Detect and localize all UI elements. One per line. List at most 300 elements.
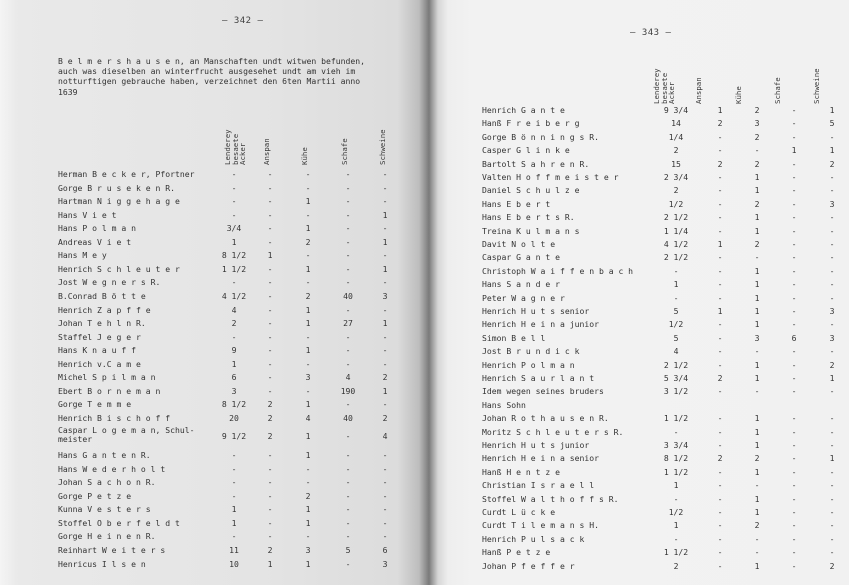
cell-acker: 1 [231, 517, 237, 528]
cell-acker: 1 1/4 [663, 225, 689, 236]
cell-anspan: - [717, 440, 723, 450]
cell-kuehe: 1 [305, 517, 311, 528]
cell-schweine: 1 [382, 263, 388, 274]
cell-acker: 1/4 [668, 131, 684, 142]
person-name: Jost W e g n e r s R. [58, 277, 161, 288]
column-header: Kühe [734, 86, 743, 104]
person-name: Henricus I l s e n [58, 558, 146, 569]
cell-acker: 9 1/2 [221, 431, 247, 442]
cell-kuehe: 4 [305, 412, 311, 423]
table-row [58, 398, 418, 411]
cell-anspan: 2 [717, 158, 723, 169]
cell-kuehe: 1 [305, 450, 311, 461]
cell-anspan: - [717, 145, 723, 156]
cell-schweine: 3 [382, 290, 388, 301]
cell-acker: 2 1/2 [663, 212, 689, 223]
cell-kuehe: - [305, 182, 311, 193]
cell-acker: 6 [231, 372, 237, 383]
cell-acker: 1 1/2 [663, 466, 689, 477]
cell-kuehe: 1 [754, 359, 760, 370]
person-name: Gorge H e i n e n R. [58, 531, 156, 542]
cell-schafe: - [345, 331, 351, 342]
cell-schweine: - [829, 386, 835, 397]
cell-kuehe: 1 [754, 212, 760, 223]
column-header: Anspan [262, 138, 271, 165]
cell-kuehe: - [754, 145, 760, 156]
table-row [482, 104, 847, 117]
cell-anspan: - [717, 131, 723, 142]
cell-schweine: - [382, 358, 388, 369]
cell-schweine: 1 [829, 453, 835, 464]
cell-schafe: - [791, 158, 797, 169]
table-row [58, 263, 418, 276]
cell-kuehe: 1 [754, 279, 760, 290]
cell-kuehe: 2 [305, 236, 311, 247]
cell-schafe: - [345, 358, 351, 369]
cell-kuehe: 1 [305, 345, 311, 356]
cell-kuehe: 2 [754, 158, 760, 169]
cell-anspan: - [267, 490, 273, 501]
cell-anspan: - [267, 169, 273, 179]
cell-schafe: - [791, 560, 797, 571]
cell-schweine: - [382, 450, 388, 461]
cell-schweine: 1 [829, 145, 835, 156]
cell-kuehe: 1 [754, 306, 760, 316]
person-name: Hans K n a u f f [58, 345, 136, 356]
cell-kuehe: 1 [754, 493, 760, 504]
cell-schafe: - [345, 477, 351, 488]
cell-schafe: 40 [343, 412, 353, 423]
cell-schweine: - [829, 172, 835, 182]
person-name: Henrich v.C a m e [58, 358, 141, 369]
cell-schweine: - [829, 279, 835, 290]
cell-acker: - [231, 169, 237, 179]
table-row [482, 318, 847, 331]
cell-anspan: - [267, 304, 273, 315]
table-row [482, 211, 847, 224]
cell-kuehe: - [305, 331, 311, 342]
cell-anspan: 1 [267, 558, 273, 569]
table-row [482, 345, 847, 358]
table-row [58, 344, 418, 357]
cell-kuehe: 1 [305, 318, 311, 329]
cell-acker: 3/4 [226, 223, 242, 234]
cell-kuehe: 2 [305, 290, 311, 301]
cell-anspan: - [267, 223, 273, 234]
person-name: Stoffel O b e r f e l d t [58, 517, 180, 528]
table-row [482, 184, 847, 197]
column-header: Anspan [694, 77, 703, 104]
table-row [58, 385, 418, 398]
cell-schafe: - [791, 520, 797, 531]
table-row [58, 168, 418, 181]
cell-schweine: - [382, 182, 388, 193]
person-name: Christian I s r a e l l [482, 480, 595, 491]
cell-kuehe: - [305, 385, 311, 396]
cell-anspan: - [267, 477, 273, 488]
person-name: Henrich G a n t e [482, 105, 565, 115]
cell-schweine: - [829, 426, 835, 437]
cell-schweine: - [829, 507, 835, 517]
cell-schafe: - [791, 239, 797, 249]
cell-kuehe: - [754, 547, 760, 558]
cell-schweine: - [829, 466, 835, 477]
cell-kuehe: 1 [305, 504, 311, 515]
person-name: Hans W e d e r h o l t [58, 463, 166, 474]
cell-anspan: - [717, 332, 723, 343]
table-row [58, 425, 418, 447]
table-row [58, 195, 418, 208]
cell-schafe: - [791, 466, 797, 477]
cell-schafe: - [791, 426, 797, 437]
cell-kuehe: 1 [305, 223, 311, 234]
cell-acker: - [673, 533, 679, 544]
cell-acker: - [673, 265, 679, 276]
cell-schweine: 1 [382, 385, 388, 396]
person-name: Johan T e h l n R. [58, 318, 146, 329]
table-row [58, 476, 418, 489]
person-name: Peter W a g n e r [482, 292, 565, 303]
person-name: Moritz S c h l e u t e r s R. [482, 426, 624, 437]
table-row [482, 533, 847, 546]
cell-anspan: 2 [267, 412, 273, 423]
cell-kuehe: 2 [754, 453, 760, 464]
cell-schafe: - [345, 277, 351, 288]
cell-schweine: - [382, 223, 388, 234]
column-header: Schweine [378, 129, 387, 165]
cell-kuehe: 1 [754, 373, 760, 383]
cell-anspan: 1 [717, 239, 723, 249]
cell-kuehe: 1 [305, 196, 311, 207]
cell-schafe: 5 [345, 545, 351, 555]
cell-anspan: - [267, 450, 273, 461]
cell-schweine: 1 [829, 373, 835, 383]
cell-acker: 8 1/2 [221, 399, 247, 410]
cell-anspan: - [267, 318, 273, 329]
person-name: Gorge B ö n n i n g s R. [482, 131, 599, 142]
cell-schafe: - [791, 533, 797, 544]
cell-schweine: - [829, 480, 835, 491]
table-row [482, 158, 847, 171]
column-header: Schafe [773, 77, 782, 104]
person-name: Gorge T e m m e [58, 399, 132, 410]
table-row [482, 117, 847, 130]
cell-acker: 1 [673, 480, 679, 491]
cell-kuehe: 1 [754, 225, 760, 236]
cell-schafe: - [345, 169, 351, 179]
table-row [482, 479, 847, 492]
cell-acker: 2 1/2 [663, 252, 689, 263]
cell-acker: - [231, 531, 237, 542]
cell-schweine: 3 [829, 306, 835, 316]
cell-schweine: - [829, 440, 835, 450]
cell-anspan: - [717, 172, 723, 182]
cell-acker: - [673, 426, 679, 437]
cell-schweine: 2 [829, 560, 835, 571]
cell-kuehe: 1 [754, 265, 760, 276]
cell-acker: 2 [673, 185, 679, 196]
table-row [58, 222, 418, 235]
page-number: — 342 — [222, 16, 264, 26]
table-row [482, 466, 847, 479]
table-row [482, 519, 847, 532]
cell-kuehe: 3 [754, 118, 760, 129]
person-name: Stoffel W a l t h o f f s R. [482, 493, 619, 504]
person-name: Hans Sohn [482, 399, 526, 410]
table-row [58, 558, 418, 571]
cell-kuehe: 2 [754, 131, 760, 142]
cell-acker: 1/2 [668, 507, 684, 517]
table-row [482, 292, 847, 305]
cell-acker: 1 [673, 520, 679, 531]
cell-schweine: - [382, 331, 388, 342]
person-name: Hans P o l m a n [58, 223, 136, 234]
person-name: Henrich H e i n a senior [482, 453, 599, 464]
person-name: Jost B r u n d i c k [482, 346, 580, 357]
cell-anspan: - [717, 292, 723, 303]
person-name: Henrich P o l m a n [482, 359, 575, 370]
person-name: Henrich S c h l e u t e r [58, 263, 180, 274]
cell-schafe: - [345, 450, 351, 461]
person-name: Johan R o t h a u s e n R. [482, 413, 609, 424]
table-row [482, 493, 847, 506]
cell-schweine: 3 [829, 332, 835, 343]
cell-kuehe: - [305, 169, 311, 179]
cell-acker: 2 3/4 [663, 172, 689, 182]
cell-anspan: - [267, 463, 273, 474]
cell-acker: - [231, 209, 237, 220]
cell-acker: 3 1/2 [663, 386, 689, 397]
table-row [482, 426, 847, 439]
person-name: Curdt T i l e m a n s H. [482, 520, 599, 531]
cell-acker: - [231, 490, 237, 501]
table-row [58, 236, 418, 249]
person-name: Hanß H e n t z e [482, 466, 560, 477]
cell-acker: - [231, 477, 237, 488]
cell-acker: 1 [231, 358, 237, 369]
cell-anspan: - [717, 507, 723, 517]
cell-kuehe: 1 [754, 426, 760, 437]
person-name: Henrich H u t s senior [482, 306, 590, 316]
cell-schweine: 2 [829, 158, 835, 169]
cell-acker: 1 [231, 236, 237, 247]
cell-schweine: - [829, 212, 835, 223]
cell-acker: 4 [231, 304, 237, 315]
cell-kuehe: - [754, 252, 760, 263]
cell-schafe: - [345, 209, 351, 220]
cell-schafe: - [345, 399, 351, 410]
table-row [58, 358, 418, 371]
cell-kuehe: - [754, 346, 760, 357]
person-name: Ebert B o r n e m a n [58, 385, 161, 396]
cell-anspan: - [717, 212, 723, 223]
cell-acker: 9 [231, 345, 237, 356]
cell-schweine: - [382, 399, 388, 410]
column-header: Schafe [340, 138, 349, 165]
cell-schweine: 1 [382, 209, 388, 220]
table-row [58, 463, 418, 476]
cell-kuehe: 2 [754, 520, 760, 531]
cell-anspan: - [717, 560, 723, 571]
cell-acker: 2 [673, 145, 679, 156]
cell-schweine: - [382, 463, 388, 474]
table-row [482, 238, 847, 251]
cell-schweine: - [382, 504, 388, 515]
cell-schafe: - [345, 223, 351, 234]
table-row [58, 249, 418, 262]
person-name: Henrich S a u r l a n t [482, 373, 595, 383]
person-name: Herman B e c k e r, Pfortner [58, 169, 195, 179]
cell-acker: 11 [229, 545, 239, 555]
cell-acker: 1 1/2 [663, 413, 689, 424]
cell-kuehe: - [754, 533, 760, 544]
cell-schafe: - [791, 440, 797, 450]
person-name: Hans G a n t e n R. [58, 450, 151, 461]
person-name: Henrich H e i n a junior [482, 319, 599, 330]
table-row [58, 449, 418, 462]
cell-kuehe: 1 [305, 558, 311, 569]
cell-kuehe: 2 [754, 239, 760, 249]
cell-anspan: 1 [267, 250, 273, 261]
cell-schafe: - [791, 507, 797, 517]
person-name: Gorge P e t z e [58, 490, 132, 501]
cell-acker: - [231, 182, 237, 193]
cell-schafe: - [791, 480, 797, 491]
table-row [482, 399, 847, 412]
cell-schafe: 4 [345, 372, 351, 383]
cell-kuehe: - [754, 480, 760, 491]
cell-schafe: - [791, 131, 797, 142]
cell-anspan: - [267, 372, 273, 383]
cell-anspan: 2 [267, 431, 273, 442]
person-name: Andreas V i e t [58, 236, 132, 247]
cell-anspan: - [717, 547, 723, 558]
cell-acker: 1/2 [668, 198, 684, 209]
table-row [58, 503, 418, 516]
cell-schweine: - [382, 345, 388, 356]
cell-schweine: - [829, 185, 835, 196]
cell-kuehe: 1 [754, 172, 760, 182]
cell-acker: 2 1/2 [663, 359, 689, 370]
cell-acker: 5 [673, 332, 679, 343]
table-row [482, 332, 847, 345]
cell-schafe: 27 [343, 318, 353, 329]
person-name: Bartolt S a h r e n R. [482, 158, 590, 169]
cell-acker: 2 [673, 560, 679, 571]
cell-kuehe: - [305, 477, 311, 488]
cell-schafe: - [791, 386, 797, 397]
table-row [482, 305, 847, 318]
cell-anspan: - [267, 277, 273, 288]
cell-schafe: 1 [791, 145, 797, 156]
cell-anspan: - [717, 386, 723, 397]
cell-kuehe: 1 [754, 560, 760, 571]
cell-kuehe: 3 [305, 545, 311, 555]
cell-schafe: - [345, 431, 351, 442]
person-name: Treina K u l m a n s [482, 225, 580, 236]
cell-schweine: 6 [382, 545, 388, 555]
table-row [58, 331, 418, 344]
cell-anspan: - [267, 236, 273, 247]
cell-schafe: - [791, 413, 797, 424]
cell-schafe: - [345, 182, 351, 193]
cell-kuehe: 1 [754, 507, 760, 517]
cell-kuehe: - [305, 277, 311, 288]
table-row [482, 546, 847, 559]
person-name: Idem wegen seines bruders [482, 386, 604, 397]
table-row [58, 412, 418, 425]
cell-schweine: - [829, 252, 835, 263]
cell-schweine: - [829, 413, 835, 424]
table-row [482, 359, 847, 372]
cell-anspan: 2 [267, 399, 273, 410]
cell-kuehe: - [305, 531, 311, 542]
cell-acker: 1 1/2 [221, 263, 247, 274]
table-row [482, 131, 847, 144]
cell-kuehe: - [305, 463, 311, 474]
person-name: Casper G l i n k e [482, 145, 570, 156]
person-name: Henrich Z a p f f e [58, 304, 151, 315]
cell-acker: 4 1/2 [221, 290, 247, 301]
cell-anspan: - [717, 346, 723, 357]
cell-schafe: - [791, 547, 797, 558]
person-name: Hans V i e t [58, 209, 117, 220]
table-row [482, 412, 847, 425]
person-name: Henrich H u t s junior [482, 440, 590, 450]
cell-acker: 1/2 [668, 319, 684, 330]
cell-anspan: - [717, 493, 723, 504]
cell-acker: - [673, 292, 679, 303]
cell-anspan: - [267, 331, 273, 342]
cell-schafe: - [791, 198, 797, 209]
cell-anspan: - [267, 290, 273, 301]
cell-schafe: - [791, 453, 797, 464]
cell-acker: 3 [231, 385, 237, 396]
cell-schweine: - [382, 490, 388, 501]
cell-acker: - [231, 196, 237, 207]
person-name: Reinhart W e i t e r s [58, 545, 166, 555]
cell-acker: 14 [671, 118, 681, 129]
cell-schweine: 2 [382, 372, 388, 383]
person-name: Caspar G a n t e [482, 252, 560, 263]
person-name: Hans E b e r t s R. [482, 212, 575, 223]
cell-anspan: - [717, 466, 723, 477]
table-row [482, 439, 847, 452]
cell-schweine: 2 [829, 359, 835, 370]
cell-anspan: 1 [717, 306, 723, 316]
table-row [58, 304, 418, 317]
cell-schafe: - [791, 319, 797, 330]
cell-kuehe: 1 [754, 185, 760, 196]
cell-schweine: 2 [382, 412, 388, 423]
cell-kuehe: 1 [305, 263, 311, 274]
cell-schafe: - [345, 304, 351, 315]
intro-text: B e l m e r s h a u s e n, an Manschaften undt witwen befunden, auch was dieselben an winterfrucht ausgesehet undt am vieh im notturftigen gebrauche haben, verzeichnet den 6ten Martii anno 1639 [58, 56, 365, 97]
cell-anspan: - [717, 359, 723, 370]
cell-schweine: - [829, 319, 835, 330]
cell-schafe: - [791, 346, 797, 357]
table-row [482, 265, 847, 278]
cell-schafe: - [345, 345, 351, 356]
person-name: Davit N o l t e [482, 239, 556, 249]
table-row [482, 144, 847, 157]
cell-schweine: - [382, 196, 388, 207]
page-number: — 343 — [630, 28, 672, 38]
cell-schafe: - [791, 252, 797, 263]
cell-acker: 5 [673, 306, 679, 316]
cell-anspan: - [717, 252, 723, 263]
cell-acker: 20 [229, 412, 239, 423]
